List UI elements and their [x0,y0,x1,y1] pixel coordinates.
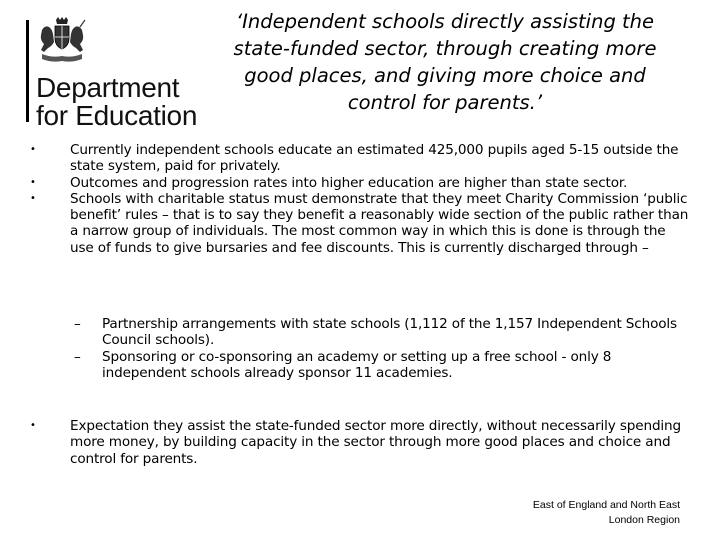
logo-bar [26,20,29,122]
sub-bullet-text: Sponsoring or co-sponsoring an academy or setting up a free school - only 8 independent schools already sponsor 11 academies. [102,348,612,381]
bullet-item [30,191,690,256]
footer-line2: London Region [608,514,680,526]
bullet-marker: • [30,420,36,431]
footer-line1: East of England and North East [532,499,680,511]
bullet-text: Schools with charitable status must demonstrate that they meet Charity Commission ‘public benefit’ rules – that is to say they benefit a reasonably wide section of the public rather than a narrow group of individuals. The most common way in which this is done is through the use of funds to give bursaries and fee discounts. This is currently discharged through – [70,190,689,256]
bullet-list-final [30,418,690,467]
bullet-text: Currently independent schools educate an estimated 425,000 pupils aged 5-15 outside the state system, paid for privately. [70,142,679,175]
dfe-logo [26,16,216,131]
logo-text-line1: Department [36,72,180,103]
sub-bullet-marker: – [74,348,81,365]
sub-bullet-text: Partnership arrangements with state schools (1,112 of the 1,157 Independent Schools Council schools). [102,316,677,349]
sub-bullet-marker: – [74,316,81,332]
bullet-item [30,418,690,467]
bullet-item [30,142,690,175]
royal-crest-icon [36,16,88,64]
bullet-text: Outcomes and progression rates into higher education are higher than state sector. [70,174,628,191]
slide-title: ‘Independent schools directly assisting the state-funded sector, through creating more good places, and giving more choice and control for parents.’ [233,10,657,114]
bullet-text: Expectation they assist the state-funded sector more directly, without necessarily spending more money, by building capacity in the sector through more good places and choice and control for parents. [70,418,681,467]
sub-bullet-list [74,316,684,381]
bullet-item [30,175,690,191]
sub-bullet-item [74,349,684,382]
footer-region [460,498,680,528]
bullet-marker: • [30,144,36,155]
bullet-marker: • [30,176,36,188]
bullet-marker: • [30,192,36,204]
logo-text-line2: for Education [36,100,198,131]
bullet-list [30,142,690,256]
sub-bullet-item [74,316,684,349]
